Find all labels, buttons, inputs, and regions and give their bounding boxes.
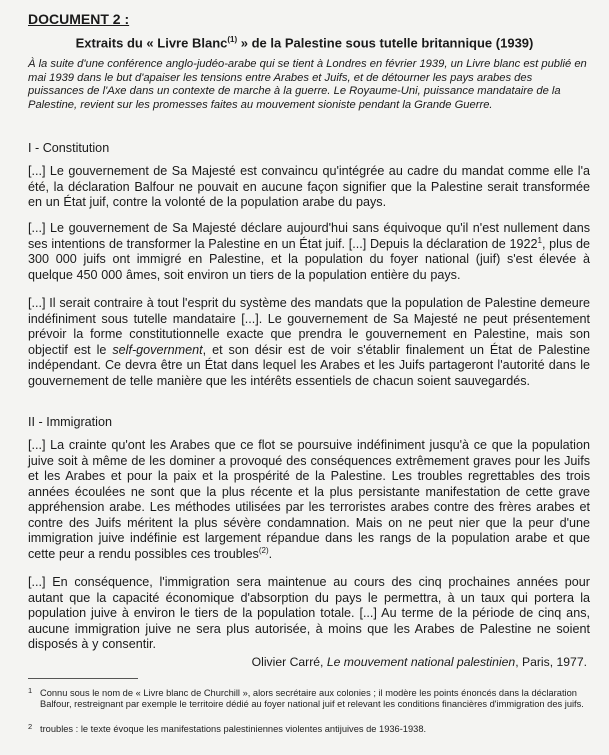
footnote-1 xyxy=(28,688,586,710)
footnote-1-number: 1 xyxy=(28,686,33,695)
immigration-paragraph-1 xyxy=(28,438,590,562)
constitution-paragraph-3-start: [...] Il serait contraire à tout l'esprit du système des mandats que la population de Palestine demeure indéfiniment sous tutelle mandataire [...]. Le gouvernement de Sa Majesté ne peut présentement prévoir la forme constitutionnelle exacte que prendra le gouvernement en Palestine, mais son objectif est le xyxy=(28,296,590,357)
document-title xyxy=(0,35,609,50)
constitution-paragraph-2 xyxy=(28,221,590,283)
footnote-ref-1: 1 xyxy=(537,235,542,245)
source-details: , Paris, 1977. xyxy=(515,655,587,669)
section-heading-immigration: II - Immigration xyxy=(28,415,112,429)
footnote-1-text: Connu sous le nom de « Livre blanc de Churchill », alors secrétaire aux colonies ; il modère les points énoncés dans la déclaration Balfour, restreignant par exemple le territoire dédié au foyer national juif et relevant les conditions financières d'immigration des juifs. xyxy=(40,688,584,710)
source-citation xyxy=(252,655,587,669)
footnote-ref-2: (2) xyxy=(258,545,269,555)
footnote-2-text: troubles : le texte évoque les manifestations palestiniennes violentes antijuives de 1936-1938. xyxy=(40,724,427,734)
constitution-paragraph-2-end: , plus de 300 000 juifs ont immigré en Palestine, et la population du foyer national (juif) s'est élevée à quelque 450 000 âmes, soit environ un tiers de la population entière du pays. xyxy=(28,236,590,282)
constitution-paragraph-3-end: , et son désir est de voir s'établir finalement un État de Palestine indépendant. Ce devra être un État dans lequel les Arabes et les Juifs partageront l'autorité dans le gouvernement de telle manière que les intérêts essentiels de chacun soient sauvegardés. xyxy=(28,342,590,388)
footnote-2 xyxy=(28,724,586,735)
document-label: DOCUMENT 2 : xyxy=(28,11,130,27)
constitution-paragraph-3 xyxy=(28,296,590,389)
immigration-paragraph-1-text: [...] La crainte qu'ont les Arabes que ce flot se poursuive indéfiniment jusqu'à ce que la population juive soit à même de les dominer a provoqué des conséquences extrêmement graves pour les Juifs et les Arabes et pour la paix et la prospérité de la Palestine. Les troubles regrettables des trois années écoulées ne sont que la plus récente et la plus persistante manifestation de cette grave appréhension arabe. Les méthodes utilisées par les terroristes arabes contre des frères arabes et contre des Juifs méritent la plus sévère condamnation. Mais on ne peut nier que la peur d'une immigration juive indéfinie est largement répandue dans les rangs de la population arabe et que cette peur a rendu possibles ces troubles xyxy=(28,438,590,561)
constitution-paragraph-1: [...] Le gouvernement de Sa Majesté est convaincu qu'intégrée au cadre du mandat comme elle l'a été, la déclaration Balfour ne pouvait en aucune façon signifier que la Palestine serait transformée en un État juif, contre la volonté de la population arabe du pays. xyxy=(28,164,590,209)
intro-text: À la suite d'une conférence anglo-judéo-arabe qui se tient à Londres en février 1939, un Livre blanc est publié en mai 1939 dans le but d'apaiser les tensions entre Arabes et Juifs, et de détourner les pays arabes des puissances de l'Axe dans un contexte de marche à la guerre. Le Royaume-Uni, puissance mandataire de la Palestine, revient sur les promesses faites au mouvement sioniste pendant la Grande Guerre. xyxy=(28,58,587,111)
title-footnote-ref: (1) xyxy=(227,35,238,44)
source-work-title: Le mouvement national palestinien xyxy=(326,655,516,669)
constitution-paragraph-2-start: [...] Le gouvernement de Sa Majesté déclare aujourd'hui sans équivoque qu'il n'est nullement dans ses intentions de transformer la Palestine en un État juif. [...] Depuis la déclaration de 1922 xyxy=(28,221,590,251)
immigration-paragraph-1-end: . xyxy=(268,546,273,561)
document-title-rest: » de la Palestine sous tutelle britannique (1939) xyxy=(237,35,534,51)
document-title-main: Extraits du « Livre Blanc xyxy=(75,35,228,51)
source-author: Olivier Carré, xyxy=(251,655,327,669)
footnote-divider xyxy=(28,678,138,679)
footnote-2-number: 2 xyxy=(28,722,33,731)
immigration-paragraph-2: [...] En conséquence, l'immigration sera maintenue au cours des cinq prochaines années pour autant que la capacité économique d'absorption du pays le permettra, à un taux qui portera la population juive à environ le tiers de la population totale. [...] Au terme de la période de cinq ans, aucune immigration juive ne sera plus autorisée, à moins que les Arabes de Palestine ne soient disposés à y consentir. xyxy=(28,575,590,651)
self-government-term: self-government xyxy=(112,342,203,357)
section-heading-constitution: I - Constitution xyxy=(28,141,110,155)
